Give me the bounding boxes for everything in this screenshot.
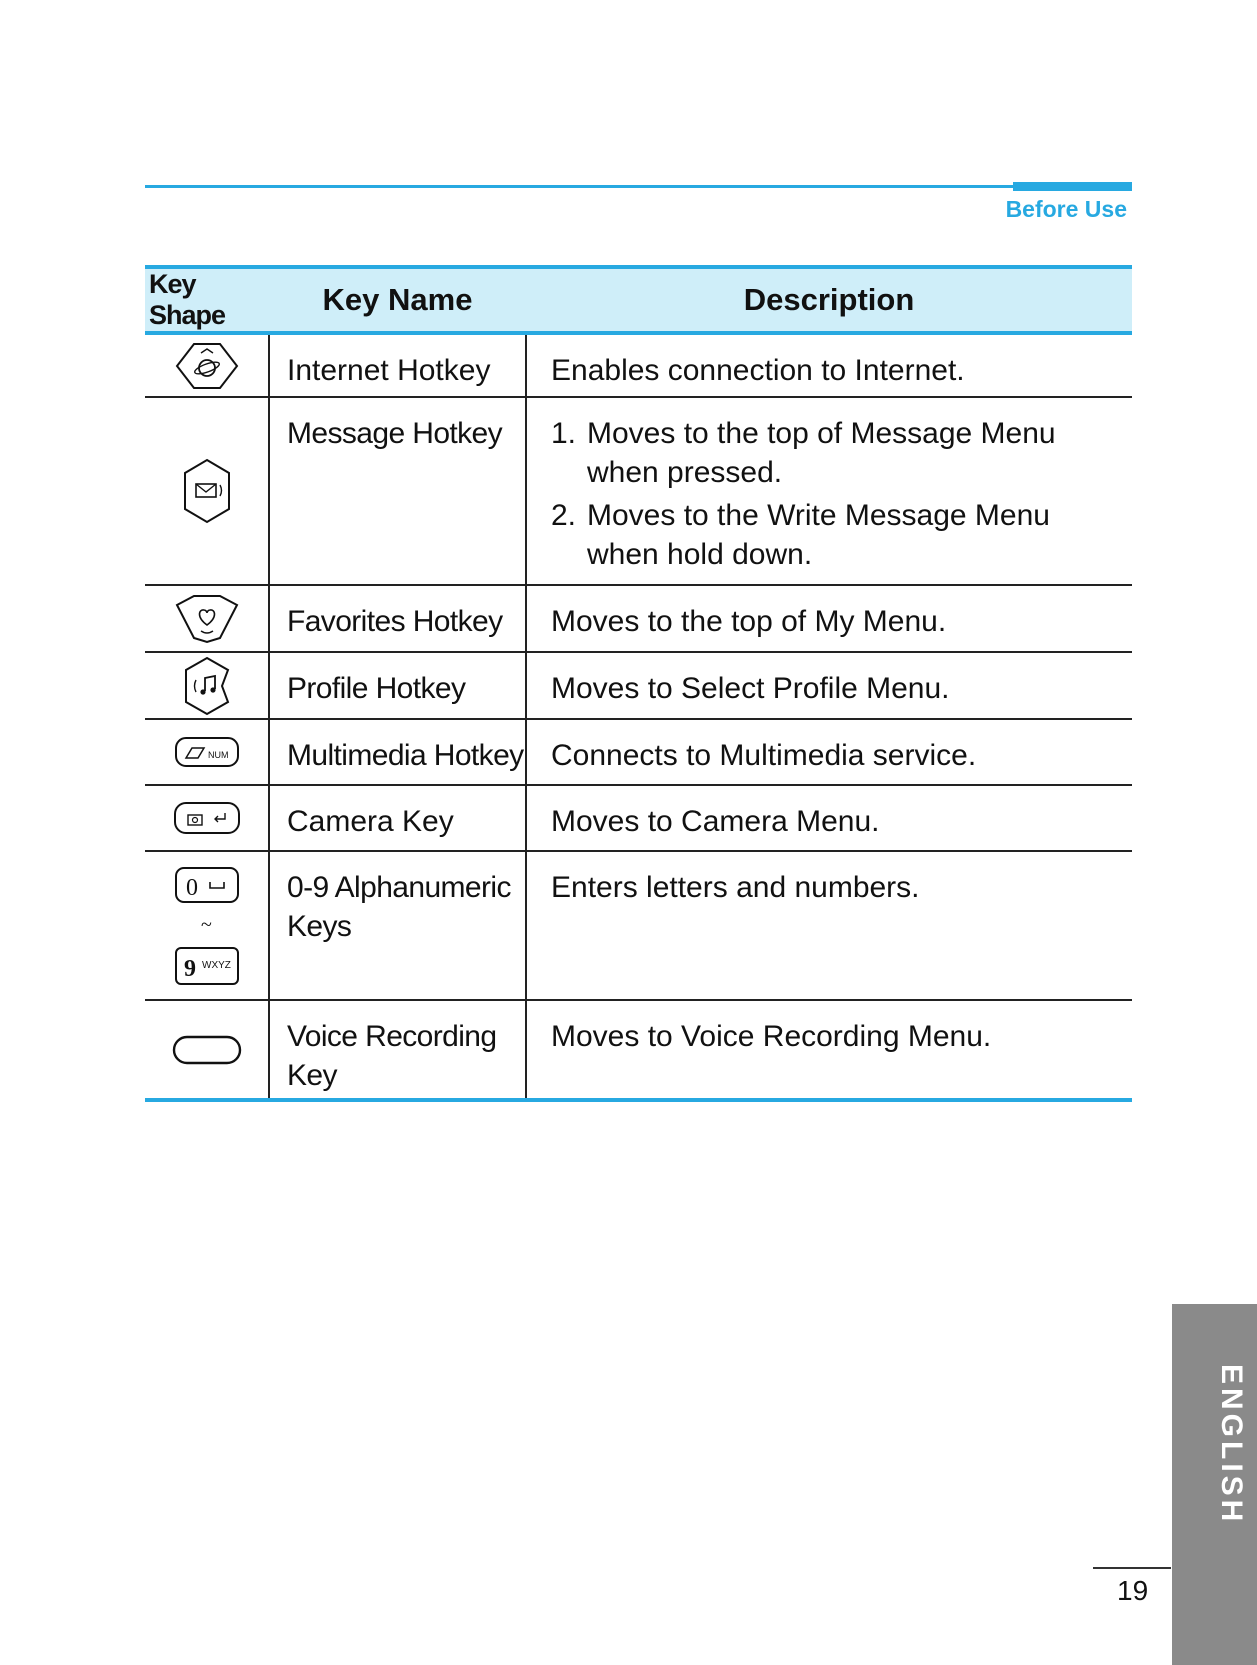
table-header-row — [145, 267, 1132, 333]
key-name: Internet Hotkey — [287, 354, 491, 387]
nine-key-label: 9 — [183, 955, 196, 982]
key-shape-cell — [145, 333, 269, 397]
list-text: when hold down. — [587, 538, 813, 571]
table-row — [145, 652, 1132, 719]
description-cell — [526, 585, 1132, 652]
key-name-cell — [269, 333, 526, 397]
alphanumeric-keys-icon — [174, 866, 240, 986]
description-cell — [526, 851, 1132, 1000]
description-cell — [526, 1000, 1132, 1100]
key-name-cell — [269, 397, 526, 585]
message-key-icon — [182, 457, 232, 525]
key-name: Multimedia Hotkey — [287, 739, 524, 772]
voice-recording-key-icon — [172, 1034, 242, 1066]
key-name: Message Hotkey — [287, 417, 503, 450]
page-number: 19 — [1117, 1575, 1149, 1606]
table-row — [145, 333, 1132, 397]
key-name-cell — [269, 785, 526, 851]
camera-key-icon — [173, 801, 241, 835]
key-name: Camera Key — [287, 805, 454, 838]
list-number: 1. — [551, 417, 577, 450]
key-name: Favorites Hotkey — [287, 605, 503, 638]
column-header-key-name: Key Name — [269, 267, 526, 333]
list-item — [551, 496, 1132, 574]
profile-key-icon — [182, 656, 232, 716]
description: Moves to Voice Recording Menu. — [551, 1020, 992, 1053]
table-row — [145, 585, 1132, 652]
key-name-cell — [269, 1000, 526, 1100]
header-rule — [145, 185, 1132, 188]
favorites-key-icon — [174, 593, 240, 645]
key-name: Voice Recording — [287, 1020, 497, 1053]
column-header-key-shape: Key Shape — [145, 267, 269, 333]
list-text: when pressed. — [587, 456, 783, 489]
key-table — [145, 265, 1132, 1102]
table-row — [145, 397, 1132, 585]
key-name: Profile Hotkey — [287, 672, 466, 705]
key-name-cell — [269, 652, 526, 719]
list-text: Moves to the Write Message Menu — [587, 499, 1050, 532]
description-list — [551, 414, 1132, 574]
nine-key-letters: WXYZ — [201, 959, 231, 971]
description: Enables connection to Internet. — [551, 354, 965, 387]
key-name-cell — [269, 851, 526, 1000]
column-header-description: Description — [526, 267, 1132, 333]
description: Enters letters and numbers. — [551, 871, 920, 904]
key-name-cell — [269, 719, 526, 785]
description-cell — [526, 719, 1132, 785]
description: Moves to the top of My Menu. — [551, 605, 947, 638]
section-label: Before Use — [1005, 196, 1127, 222]
range-tilde: ~ — [200, 913, 212, 936]
language-tab-label: ENGLISH — [1215, 1364, 1248, 1526]
multimedia-key-label: NUM — [207, 750, 228, 760]
key-shape-cell — [145, 1000, 269, 1100]
key-shape-cell — [145, 652, 269, 719]
zero-key-label: 0 — [185, 874, 198, 901]
description-cell — [526, 785, 1132, 851]
key-shape-cell — [145, 785, 269, 851]
list-text: Moves to the top of Message Menu — [587, 417, 1056, 450]
description-cell — [526, 333, 1132, 397]
key-name: Keys — [287, 910, 352, 943]
key-shape-cell — [145, 397, 269, 585]
description: Connects to Multimedia service. — [551, 739, 977, 772]
multimedia-key-icon — [174, 736, 240, 768]
list-number: 2. — [551, 499, 577, 532]
page-number-rule — [1093, 1567, 1171, 1569]
table-row — [145, 1000, 1132, 1100]
key-shape-cell — [145, 585, 269, 652]
key-name: 0-9 Alphanumeric — [287, 871, 511, 904]
table-row — [145, 719, 1132, 785]
description-cell — [526, 397, 1132, 585]
key-name-cell — [269, 585, 526, 652]
description: Moves to Select Profile Menu. — [551, 672, 950, 705]
internet-key-icon — [174, 341, 240, 391]
key-shape-cell — [145, 719, 269, 785]
description-cell — [526, 652, 1132, 719]
list-item — [551, 414, 1132, 492]
key-shape-cell — [145, 851, 269, 1000]
description: Moves to Camera Menu. — [551, 805, 880, 838]
key-name: Key — [287, 1059, 337, 1092]
table-row — [145, 785, 1132, 851]
table-row — [145, 851, 1132, 1000]
header-rule-accent — [1013, 182, 1132, 191]
